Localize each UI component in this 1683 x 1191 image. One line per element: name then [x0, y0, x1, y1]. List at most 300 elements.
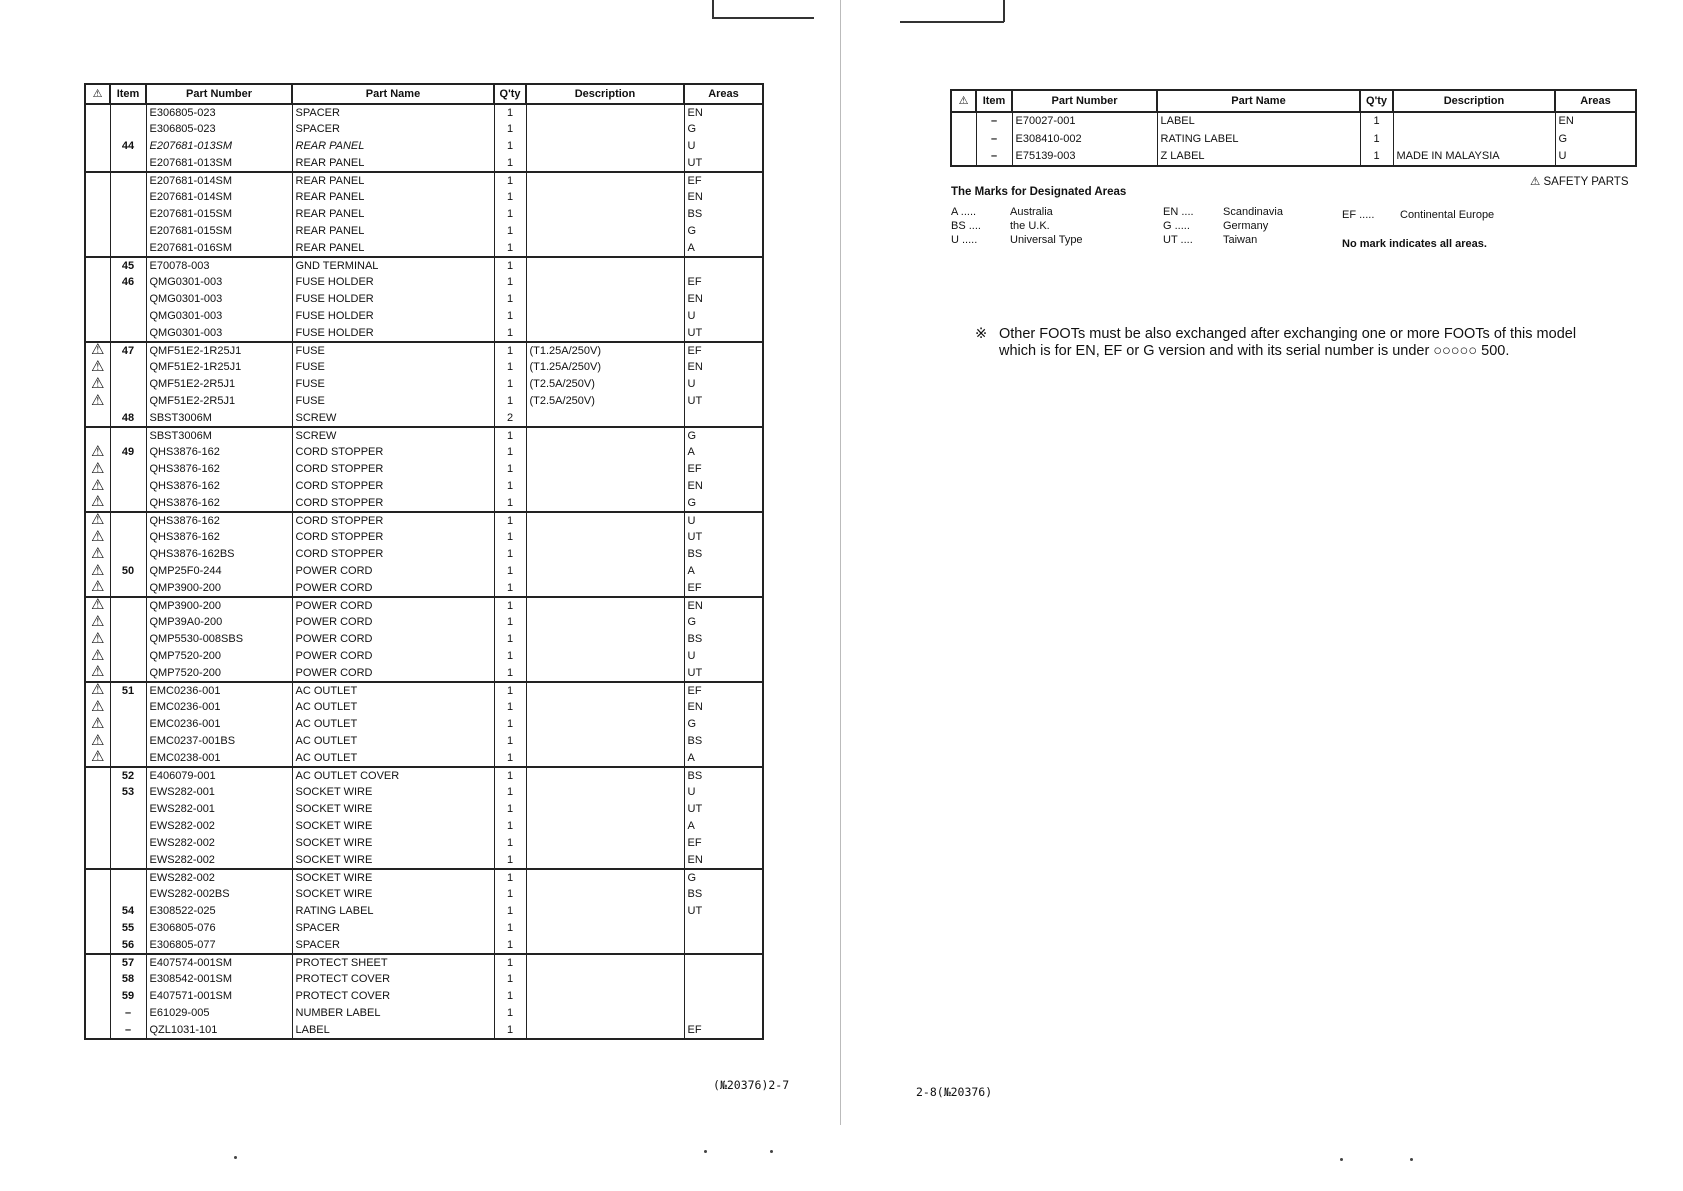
table-row — [85, 903, 763, 920]
part-name-cell: LABEL — [1157, 112, 1360, 130]
table-row — [85, 852, 763, 869]
item-cell: 46 — [110, 274, 146, 291]
safety-mark-cell — [85, 597, 110, 614]
part-number-cell: QMG0301-003 — [146, 291, 292, 308]
part-number-cell: EWS282-002 — [146, 835, 292, 852]
right-parts-table-wrap — [950, 89, 1637, 167]
part-number-cell: EMC0236-001 — [146, 699, 292, 716]
item-cell: 59 — [110, 988, 146, 1005]
part-name-cell: CORD STOPPER — [292, 546, 494, 563]
part-name-cell: SOCKET WIRE — [292, 784, 494, 801]
table-row — [85, 427, 763, 444]
description-cell — [526, 733, 684, 750]
qty-cell: 1 — [494, 818, 526, 835]
qty-cell: 1 — [494, 325, 526, 342]
mark-name-ef: Continental Europe — [1400, 209, 1495, 221]
qty-cell: 1 — [494, 257, 526, 274]
item-cell: – — [976, 148, 1012, 166]
table-row — [85, 529, 763, 546]
safety-mark-cell — [951, 130, 976, 148]
description-cell — [526, 597, 684, 614]
warning-triangle-icon: ⚠ — [91, 393, 105, 409]
safety-mark-cell — [85, 835, 110, 852]
item-cell — [110, 733, 146, 750]
part-name-cell: FUSE HOLDER — [292, 325, 494, 342]
mark-name-bs: the U.K. — [1010, 220, 1050, 232]
part-number-cell: QMP3900-200 — [146, 580, 292, 597]
table-row — [85, 801, 763, 818]
areas-cell: EN — [684, 359, 763, 376]
item-cell — [110, 886, 146, 903]
warning-triangle-icon: ⚠ — [91, 461, 105, 477]
description-cell — [526, 648, 684, 665]
part-name-cell: SPACER — [292, 121, 494, 138]
qty-cell: 1 — [494, 342, 526, 359]
part-name-cell: LABEL — [292, 1022, 494, 1039]
safety-mark-cell — [85, 988, 110, 1005]
part-number-cell: E207681-013SM — [146, 155, 292, 172]
qty-cell: 1 — [1360, 112, 1393, 130]
part-number-cell: E75139-003 — [1012, 148, 1157, 166]
part-name-cell: REAR PANEL — [292, 189, 494, 206]
safety-mark-cell — [85, 342, 110, 359]
item-cell: – — [110, 1005, 146, 1022]
description-cell — [526, 750, 684, 767]
part-name-cell: SPACER — [292, 937, 494, 954]
item-cell — [110, 461, 146, 478]
qty-cell: 2 — [494, 410, 526, 427]
scan-speck — [704, 1150, 707, 1153]
qty-cell: 1 — [494, 495, 526, 512]
item-cell — [110, 818, 146, 835]
qty-cell: 1 — [494, 138, 526, 155]
item-cell — [110, 121, 146, 138]
areas-cell: UT — [684, 665, 763, 682]
cut-off-top-mark-left-edge — [712, 0, 714, 18]
table-row — [85, 495, 763, 512]
part-name-cell: FUSE HOLDER — [292, 274, 494, 291]
areas-cell: A — [684, 750, 763, 767]
safety-mark-cell — [85, 155, 110, 172]
item-cell: 50 — [110, 563, 146, 580]
qty-cell: 1 — [494, 971, 526, 988]
safety-mark-cell — [85, 104, 110, 121]
areas-cell — [684, 988, 763, 1005]
safety-mark-cell — [85, 206, 110, 223]
warning-triangle-icon: ⚠ — [91, 682, 105, 698]
item-cell — [110, 801, 146, 818]
part-number-cell: EWS282-002BS — [146, 886, 292, 903]
header-qty: Q'ty — [494, 84, 526, 104]
description-cell — [526, 410, 684, 427]
item-cell — [110, 155, 146, 172]
safety-mark-cell — [85, 359, 110, 376]
areas-cell: EF — [684, 835, 763, 852]
part-name-cell: AC OUTLET — [292, 750, 494, 767]
mark-code-bs: BS .... — [951, 220, 981, 232]
part-name-cell: FUSE — [292, 393, 494, 410]
description-cell — [526, 886, 684, 903]
qty-cell: 1 — [494, 886, 526, 903]
part-number-cell: EWS282-002 — [146, 852, 292, 869]
areas-cell: U — [684, 376, 763, 393]
safety-mark-cell — [85, 257, 110, 274]
table-row — [85, 240, 763, 257]
item-cell — [110, 478, 146, 495]
description-cell — [526, 801, 684, 818]
description-cell — [526, 172, 684, 189]
table-row — [85, 733, 763, 750]
safety-mark-cell — [85, 223, 110, 240]
description-cell — [526, 155, 684, 172]
part-name-cell: FUSE HOLDER — [292, 291, 494, 308]
part-name-cell: PROTECT COVER — [292, 971, 494, 988]
part-number-cell: QHS3876-162 — [146, 478, 292, 495]
areas-cell: A — [684, 444, 763, 461]
header-safety: ⚠ — [951, 90, 976, 112]
qty-cell: 1 — [494, 1005, 526, 1022]
qty-cell: 1 — [494, 631, 526, 648]
part-number-cell: E207681-015SM — [146, 223, 292, 240]
part-number-cell: SBST3006M — [146, 427, 292, 444]
qty-cell: 1 — [494, 920, 526, 937]
qty-cell: 1 — [494, 529, 526, 546]
part-name-cell: CORD STOPPER — [292, 444, 494, 461]
warning-triangle-icon: ⚠ — [91, 478, 105, 494]
part-number-cell: QMF51E2-2R5J1 — [146, 393, 292, 410]
table-row — [951, 112, 1636, 130]
table-row — [85, 172, 763, 189]
qty-cell: 1 — [494, 682, 526, 699]
part-number-cell: E61029-005 — [146, 1005, 292, 1022]
safety-mark-cell — [85, 920, 110, 937]
warning-triangle-icon: ⚠ — [91, 733, 105, 749]
description-cell — [526, 138, 684, 155]
qty-cell: 1 — [494, 359, 526, 376]
qty-cell: 1 — [494, 580, 526, 597]
table-row — [85, 784, 763, 801]
areas-cell: G — [684, 869, 763, 886]
item-cell: – — [976, 130, 1012, 148]
part-number-cell: E70078-003 — [146, 257, 292, 274]
warning-triangle-icon: ⚠ — [91, 359, 105, 375]
part-name-cell: CORD STOPPER — [292, 478, 494, 495]
warning-triangle-icon: ⚠ — [91, 614, 105, 630]
qty-cell: 1 — [494, 852, 526, 869]
item-cell — [110, 359, 146, 376]
item-cell — [110, 172, 146, 189]
cut-off-top-mark-left — [712, 17, 814, 19]
areas-cell: EF — [684, 172, 763, 189]
safety-mark-cell — [85, 325, 110, 342]
table-row — [85, 410, 763, 427]
part-name-cell: REAR PANEL — [292, 240, 494, 257]
header-description: Description — [526, 84, 684, 104]
qty-cell: 1 — [494, 733, 526, 750]
qty-cell: 1 — [494, 291, 526, 308]
safety-parts-legend: ⚠ SAFETY PARTS — [1530, 176, 1629, 188]
areas-cell: UT — [684, 325, 763, 342]
part-number-cell: E407571-001SM — [146, 988, 292, 1005]
qty-cell: 1 — [494, 104, 526, 121]
table-row — [85, 512, 763, 529]
description-cell — [526, 971, 684, 988]
part-number-cell: QMF51E2-1R25J1 — [146, 359, 292, 376]
table-row — [85, 767, 763, 784]
safety-mark-cell — [85, 954, 110, 971]
item-cell — [110, 597, 146, 614]
description-cell — [526, 461, 684, 478]
description-cell — [526, 1005, 684, 1022]
mark-name-a: Australia — [1010, 206, 1053, 218]
item-cell: 55 — [110, 920, 146, 937]
part-name-cell: PROTECT SHEET — [292, 954, 494, 971]
warning-triangle-icon: ⚠ — [91, 699, 105, 715]
part-number-cell: QHS3876-162 — [146, 512, 292, 529]
item-cell — [110, 648, 146, 665]
warning-triangle-icon: ⚠ — [91, 512, 105, 528]
part-name-cell: SOCKET WIRE — [292, 801, 494, 818]
item-cell — [110, 750, 146, 767]
part-number-cell: QZL1031-101 — [146, 1022, 292, 1039]
areas-cell: G — [684, 614, 763, 631]
table-row — [85, 1022, 763, 1039]
safety-mark-cell — [85, 121, 110, 138]
part-number-cell: QMF51E2-1R25J1 — [146, 342, 292, 359]
part-number-cell: QMG0301-003 — [146, 308, 292, 325]
item-cell: – — [110, 1022, 146, 1039]
qty-cell: 1 — [494, 801, 526, 818]
part-name-cell: SOCKET WIRE — [292, 886, 494, 903]
table-row — [85, 750, 763, 767]
right-table-body — [951, 112, 1636, 166]
safety-mark-cell — [85, 376, 110, 393]
areas-cell: EN — [684, 104, 763, 121]
part-number-cell: QMP7520-200 — [146, 665, 292, 682]
safety-mark-cell — [85, 512, 110, 529]
areas-cell: UT — [684, 903, 763, 920]
description-cell — [526, 699, 684, 716]
description-cell — [526, 257, 684, 274]
qty-cell: 1 — [494, 512, 526, 529]
description-cell — [526, 427, 684, 444]
table-row — [85, 818, 763, 835]
description-cell — [526, 512, 684, 529]
qty-cell: 1 — [494, 1022, 526, 1039]
item-cell — [110, 308, 146, 325]
qty-cell: 1 — [494, 121, 526, 138]
item-cell — [110, 716, 146, 733]
areas-cell: EF — [684, 342, 763, 359]
safety-mark-cell — [85, 699, 110, 716]
qty-cell: 1 — [494, 784, 526, 801]
areas-cell — [684, 937, 763, 954]
safety-mark-cell — [85, 189, 110, 206]
safety-mark-cell — [85, 631, 110, 648]
table-header-row — [951, 90, 1636, 112]
item-cell: 57 — [110, 954, 146, 971]
table-row — [85, 121, 763, 138]
description-cell — [526, 937, 684, 954]
areas-cell: EN — [684, 189, 763, 206]
safety-mark-cell — [85, 410, 110, 427]
description-cell — [526, 444, 684, 461]
safety-mark-cell — [85, 767, 110, 784]
mark-name-en: Scandinavia — [1223, 206, 1283, 218]
areas-cell: A — [684, 818, 763, 835]
header-areas: Areas — [684, 84, 763, 104]
part-name-cell: SCREW — [292, 410, 494, 427]
description-cell — [526, 988, 684, 1005]
table-row — [85, 376, 763, 393]
page-footer-left: (№20376)2-7 — [713, 1078, 790, 1092]
item-cell — [110, 699, 146, 716]
part-number-cell: E308410-002 — [1012, 130, 1157, 148]
warning-triangle-icon: ⚠ — [91, 750, 105, 765]
item-cell — [110, 393, 146, 410]
warning-triangle-icon: ⚠ — [91, 631, 105, 647]
safety-mark-cell — [85, 665, 110, 682]
header-description: Description — [1393, 90, 1555, 112]
qty-cell: 1 — [1360, 130, 1393, 148]
part-number-cell: QMG0301-003 — [146, 274, 292, 291]
part-name-cell: REAR PANEL — [292, 172, 494, 189]
safety-mark-cell — [85, 733, 110, 750]
qty-cell: 1 — [494, 444, 526, 461]
part-number-cell: QMP7520-200 — [146, 648, 292, 665]
description-cell — [1393, 130, 1555, 148]
safety-mark-cell — [85, 1022, 110, 1039]
qty-cell: 1 — [494, 427, 526, 444]
item-cell — [110, 291, 146, 308]
table-row — [85, 988, 763, 1005]
areas-cell: EF — [684, 274, 763, 291]
areas-cell — [684, 1005, 763, 1022]
page-fold-divider — [840, 0, 841, 1125]
qty-cell: 1 — [494, 189, 526, 206]
part-name-cell: SPACER — [292, 104, 494, 121]
description-cell — [1393, 112, 1555, 130]
part-name-cell: FUSE — [292, 359, 494, 376]
part-name-cell: NUMBER LABEL — [292, 1005, 494, 1022]
table-row — [85, 189, 763, 206]
safety-mark-cell — [85, 138, 110, 155]
areas-cell — [684, 410, 763, 427]
safety-mark-cell — [85, 682, 110, 699]
part-name-cell: PROTECT COVER — [292, 988, 494, 1005]
part-name-cell: REAR PANEL — [292, 138, 494, 155]
table-row — [85, 257, 763, 274]
mark-code-a: A ..... — [951, 206, 977, 218]
description-cell — [526, 189, 684, 206]
part-name-cell: REAR PANEL — [292, 155, 494, 172]
part-name-cell: AC OUTLET COVER — [292, 767, 494, 784]
marks-title: The Marks for Designated Areas — [951, 186, 1127, 198]
left-table-body — [85, 104, 763, 1039]
areas-cell: BS — [684, 546, 763, 563]
item-cell: 44 — [110, 138, 146, 155]
description-cell — [526, 495, 684, 512]
table-row — [85, 104, 763, 121]
areas-cell: EN — [684, 478, 763, 495]
qty-cell: 1 — [494, 750, 526, 767]
left-parts-table-wrap — [84, 83, 764, 1040]
areas-cell: EN — [684, 597, 763, 614]
table-row — [85, 631, 763, 648]
part-number-cell: QMP39A0-200 — [146, 614, 292, 631]
areas-cell: UT — [684, 801, 763, 818]
safety-mark-cell — [85, 444, 110, 461]
item-cell: 48 — [110, 410, 146, 427]
qty-cell: 1 — [494, 172, 526, 189]
part-number-cell: EWS282-001 — [146, 784, 292, 801]
part-number-cell: E308542-001SM — [146, 971, 292, 988]
table-row — [85, 563, 763, 580]
part-name-cell: AC OUTLET — [292, 716, 494, 733]
areas-cell: EN — [684, 852, 763, 869]
qty-cell: 1 — [494, 155, 526, 172]
safety-mark-cell — [85, 308, 110, 325]
qty-cell: 1 — [1360, 148, 1393, 166]
item-cell: 47 — [110, 342, 146, 359]
part-name-cell: REAR PANEL — [292, 223, 494, 240]
part-name-cell: POWER CORD — [292, 597, 494, 614]
warning-triangle-icon: ⚠ — [91, 376, 105, 392]
safety-mark-cell — [85, 869, 110, 886]
areas-cell: EN — [1555, 112, 1636, 130]
part-name-cell: SOCKET WIRE — [292, 818, 494, 835]
description-cell — [526, 580, 684, 597]
description-cell — [526, 325, 684, 342]
part-number-cell: EMC0237-001BS — [146, 733, 292, 750]
mark-code-g: G ..... — [1163, 220, 1190, 232]
areas-cell: U — [684, 784, 763, 801]
description-cell — [526, 665, 684, 682]
part-name-cell: FUSE — [292, 342, 494, 359]
description-cell: MADE IN MALAYSIA — [1393, 148, 1555, 166]
areas-cell: G — [1555, 130, 1636, 148]
areas-cell: BS — [684, 886, 763, 903]
qty-cell: 1 — [494, 597, 526, 614]
safety-mark-cell — [85, 563, 110, 580]
mark-name-u: Universal Type — [1010, 234, 1083, 246]
areas-cell: G — [684, 716, 763, 733]
part-number-cell: EMC0236-001 — [146, 716, 292, 733]
part-number-cell: E306805-023 — [146, 121, 292, 138]
part-name-cell: FUSE HOLDER — [292, 308, 494, 325]
areas-cell: U — [1555, 148, 1636, 166]
cut-off-top-mark-right-edge — [1003, 0, 1005, 22]
table-row — [85, 444, 763, 461]
no-mark-note: No mark indicates all areas. — [1342, 238, 1487, 250]
table-row — [85, 478, 763, 495]
item-cell: 58 — [110, 971, 146, 988]
part-number-cell: E306805-076 — [146, 920, 292, 937]
item-cell — [110, 325, 146, 342]
safety-mark-cell — [85, 903, 110, 920]
header-part-number: Part Number — [1012, 90, 1157, 112]
warning-triangle-icon: ⚠ — [91, 529, 105, 545]
qty-cell: 1 — [494, 206, 526, 223]
part-number-cell: E207681-015SM — [146, 206, 292, 223]
areas-cell: UT — [684, 529, 763, 546]
header-part-number: Part Number — [146, 84, 292, 104]
item-cell — [110, 529, 146, 546]
description-cell — [526, 291, 684, 308]
table-row — [85, 155, 763, 172]
description-cell — [526, 920, 684, 937]
part-name-cell: CORD STOPPER — [292, 495, 494, 512]
